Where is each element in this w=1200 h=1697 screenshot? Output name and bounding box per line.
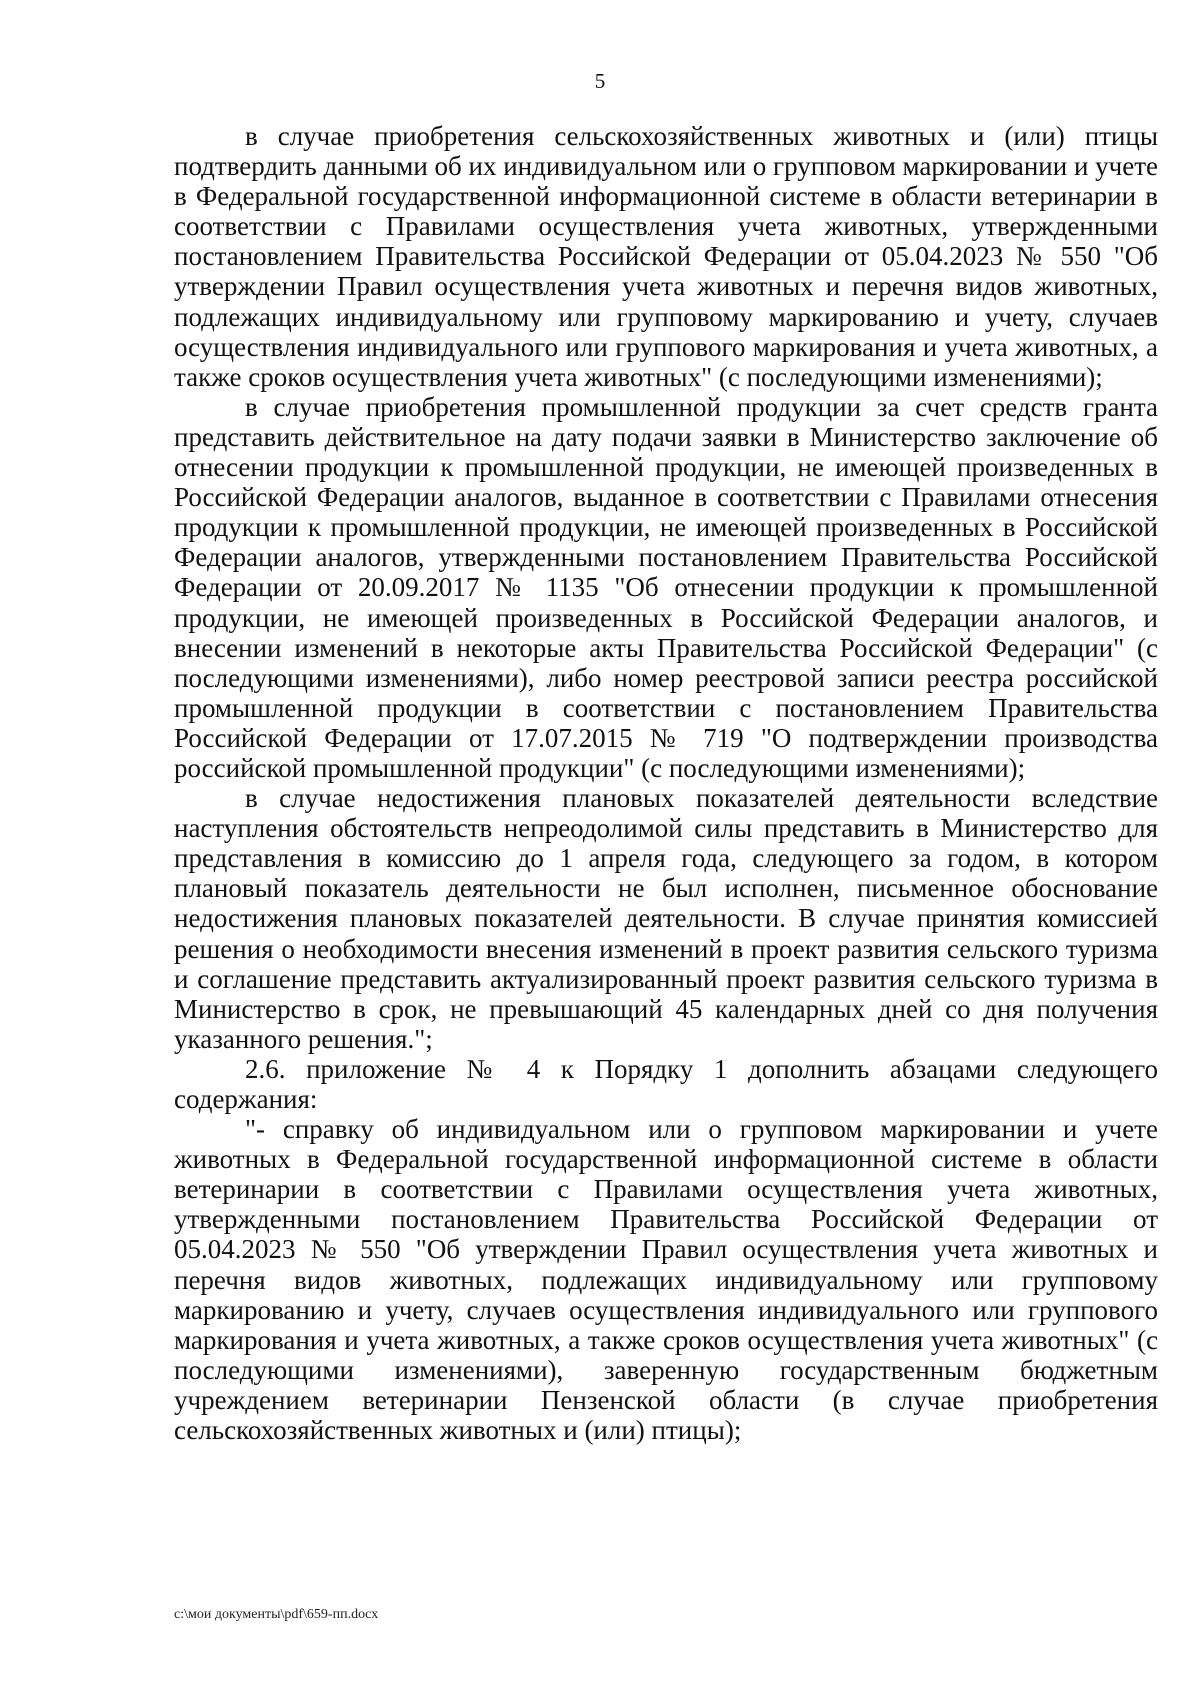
page-number: 5 [594,69,606,93]
paragraph-appendix-4: 2.6. приложение № 4 к Порядку 1 дополнить абзацами следующего содержания: [174,1053,1158,1114]
paragraph-certificate: "- справку об индивидуальном или о групповом маркировании и учете животных в Федеральной государственной информационной системе в области ветеринарии в соответствии с Правилами осуществления учета животных, утвержденными постановлением Правительства Российской Федерации от 05.04.2023 № 550 "Об утверждении Правил осуществления учета животных и перечня видов животных, подлежащих индивидуальному или групповому маркированию и учету, случаев осуществления индивидуального или группового маркирования и учета животных, а также сроков осуществления учета животных" (с последующими изменениями), заверенную государственным бюджетным учреждением ветеринарии Пензенской области (в случае приобретения сельскохозяйственных животных и (или) птицы); [174,1114,1158,1446]
paragraph-industrial-products: в случае приобретения промышленной продукции за счет средств гранта представить действительное на дату подачи заявки в Министерство заключение об отнесении продукции к промышленной продукции, не имеющей произведенных в Российской Федерации аналогов, выданное в соответствии с Правилами отнесения продукции к промышленной продукции, не имеющей произведенных в Российской Федерации аналогов, утвержденными постановлением Правительства Российской Федерации от 20.09.2017 № 1135 "Об отнесении продукции к промышленной продукции, не имеющей произведенных в Российской Федерации аналогов, и внесении изменений в некоторые акты Правительства Российской Федерации" (с последующими изменениями), либо номер реестровой записи реестра российской промышленной продукции в соответствии с постановлением Правительства Российской Федерации от 17.07.2015 № 719 "О подтверждении производства российской промышленной продукции" (с последующими изменениями); [174,391,1158,783]
paragraph-force-majeure: в случае недостижения плановых показателей деятельности вследствие наступления обстоятельств непреодолимой силы представить в Министерство для представления в комиссию до 1 апреля года, следующего за годом, в котором плановый показатель деятельности не был исполнен, письменное обоснование недостижения плановых показателей деятельности. В случае принятия комиссией решения о необходимости внесения изменений в проект развития сельского туризма и соглашение представить актуализированный проект развития сельского туризма в Министерство в срок, не превышающий 45 календарных дней со дня получения указанного решения."; [174,783,1158,1054]
footer-file-path: c:\мои документы\pdf\659-пп.docx [174,1607,379,1622]
document-body [174,121,1158,1445]
paragraph-animals-acquisition: в случае приобретения сельскохозяйственных животных и (или) птицы подтвердить данными об их индивидуальном или о групповом маркировании и учете в Федеральной государственной информационной системе в области ветеринарии в соответствии с Правилами осуществления учета животных, утвержденными постановлением Правительства Российской Федерации от 05.04.2023 № 550 "Об утверждении Правил осуществления учета животных и перечня видов животных, подлежащих индивидуальному или групповому маркированию и учету, случаев осуществления индивидуального или группового маркирования и учета животных, а также сроков осуществления учета животных" (с последующими изменениями); [174,121,1158,392]
